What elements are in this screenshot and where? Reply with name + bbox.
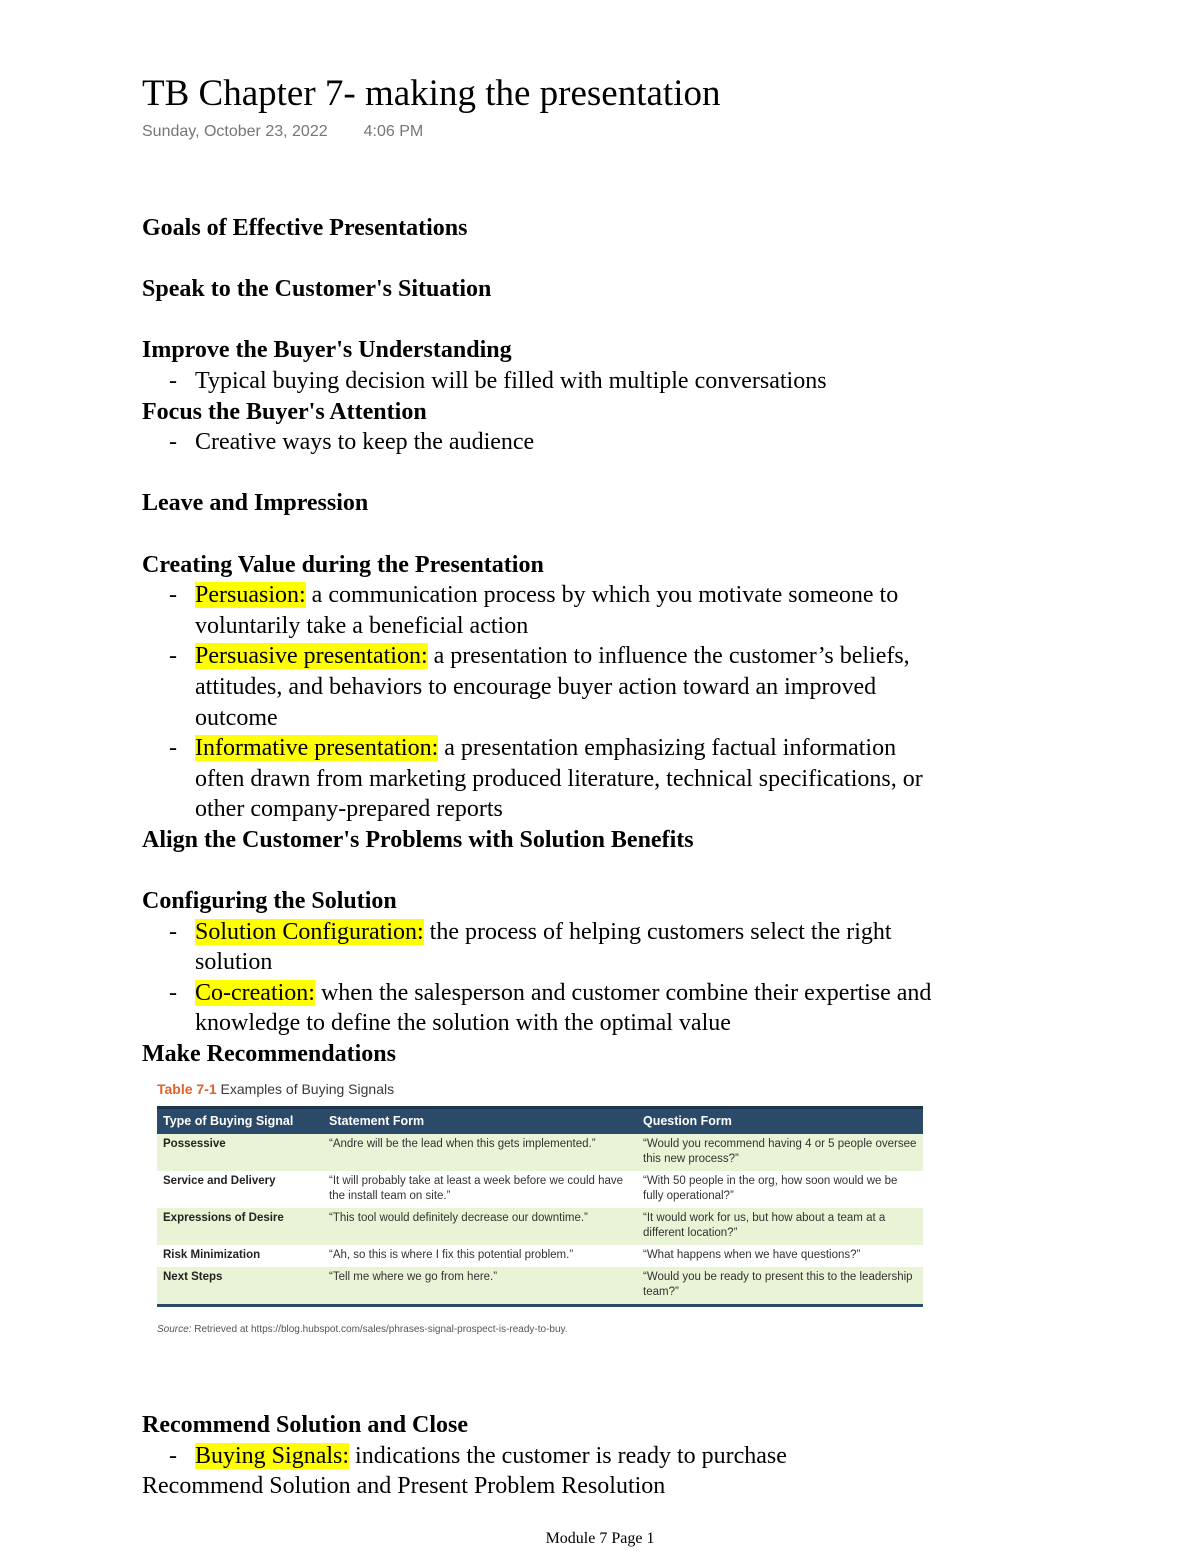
page-footer: Module 7 Page 1	[545, 1530, 655, 1547]
term-definition: when the salesperson and customer combine their expertise and	[320, 979, 932, 1006]
highlighted-term: Solution Configuration:	[195, 918, 424, 945]
highlighted-term: Co-creation:	[195, 979, 315, 1006]
bullet-dash: -	[169, 643, 177, 670]
bullet-dash: -	[169, 582, 177, 609]
table-cell: “Tell me where we go from here.”	[323, 1267, 637, 1306]
table-number: Table 7-1	[157, 1080, 217, 1097]
page-meta	[142, 123, 423, 141]
term-definition: a presentation to influence the customer’s beliefs,	[433, 643, 910, 670]
highlighted-term: Informative presentation:	[195, 735, 439, 762]
note-content	[142, 213, 1062, 1502]
blank-line	[142, 855, 1062, 886]
table-row	[157, 1245, 923, 1267]
heading-goals: Goals of Effective Presentations	[142, 215, 468, 241]
table-cell: “It will probably take at least a week before we could have the install team on site.”	[323, 1171, 637, 1208]
table-cell: “Ah, so this is where I fix this potential problem.”	[323, 1245, 637, 1267]
bullet-dash: -	[169, 367, 177, 394]
term-definition-cont: voluntarily take a beneficial action	[195, 612, 529, 639]
source-text: Retrieved at https://blog.hubspot.com/sales/phrases-signal-prospect-is-ready-to-buy.	[194, 1323, 568, 1335]
heading-focus: Focus the Buyer's Attention	[142, 398, 427, 425]
term-definition-cont: attitudes, and behaviors to encourage buyer action toward an improved	[195, 673, 877, 700]
table-row	[157, 1208, 923, 1245]
highlighted-term: Persuasion:	[195, 582, 306, 609]
term-definition-cont: other company-prepared reports	[195, 796, 503, 823]
heading-leave: Leave and Impression	[142, 490, 369, 517]
table-cell: Next Steps	[157, 1267, 323, 1306]
table-row	[157, 1267, 923, 1306]
heading-align: Align the Customer's Problems with Solution Benefits	[142, 826, 694, 853]
bullet-informative-presentation	[142, 733, 1062, 825]
table-cell: Expressions of Desire	[157, 1208, 323, 1245]
column-header: Statement Form	[323, 1107, 637, 1134]
table-row	[157, 1171, 923, 1208]
bullet-solution-configuration	[142, 917, 1062, 978]
bullet-item	[142, 366, 1062, 397]
source-label: Source:	[157, 1323, 192, 1335]
term-definition-cont: knowledge to define the solution with the optimal value	[195, 1010, 731, 1037]
buying-signals-table	[157, 1106, 923, 1307]
plain-line: Recommend Solution and Present Problem Resolution	[142, 1473, 666, 1500]
table-caption	[157, 1080, 923, 1098]
blank-line	[142, 1380, 1062, 1411]
bullet-text: Creative ways to keep the audience	[195, 429, 535, 456]
table-cell: Risk Minimization	[157, 1245, 323, 1267]
bullet-co-creation	[142, 978, 1062, 1039]
bullet-dash: -	[169, 1442, 177, 1469]
term-definition: a communication process by which you motivate someone to	[311, 582, 899, 609]
table-cell: “What happens when we have questions?”	[637, 1245, 923, 1267]
table-caption-text: Examples of Buying Signals	[220, 1080, 395, 1097]
column-header: Type of Buying Signal	[157, 1107, 323, 1134]
table-row	[157, 1134, 923, 1171]
table-cell: “Would you recommend having 4 or 5 people oversee this new process?”	[637, 1134, 923, 1171]
bullet-dash: -	[169, 918, 177, 945]
term-definition-cont: often drawn from marketing produced literature, technical specifications, or	[195, 765, 923, 792]
table-header-row	[157, 1107, 923, 1134]
table-cell: “Would you be ready to present this to the leadership team?”	[637, 1267, 923, 1306]
heading-make-recommendations: Make Recommendations	[142, 1041, 396, 1068]
bullet-persuasive-presentation	[142, 641, 1062, 733]
blank-line	[142, 458, 1062, 489]
term-definition: indications the customer is ready to purchase	[355, 1442, 787, 1469]
bullet-dash: -	[169, 735, 177, 762]
term-definition: a presentation emphasizing factual information	[444, 735, 897, 762]
heading-speak: Speak to the Customer's Situation	[142, 276, 492, 303]
bullet-persuasion	[142, 580, 1062, 641]
table-cell: “This tool would definitely decrease our downtime.”	[323, 1208, 637, 1245]
blank-line	[142, 305, 1062, 336]
table-cell: Service and Delivery	[157, 1171, 323, 1208]
page-time: 4:06 PM	[363, 123, 424, 140]
bullet-text: Typical buying decision will be filled with multiple conversations	[195, 367, 827, 394]
table-source	[157, 1315, 923, 1346]
heading-configuring: Configuring the Solution	[142, 888, 397, 915]
table-cell: “Andre will be the lead when this gets implemented.”	[323, 1134, 637, 1171]
buying-signals-table-figure	[157, 1080, 923, 1380]
highlighted-term: Persuasive presentation:	[195, 643, 428, 670]
blank-line	[142, 519, 1062, 550]
table-cell: “It would work for us, but how about a team at a different location?”	[637, 1208, 923, 1245]
bullet-item	[142, 427, 1062, 458]
heading-creating: Creating Value during the Presentation	[142, 551, 544, 578]
term-definition-cont: solution	[195, 949, 273, 976]
page-date: Sunday, October 23, 2022	[142, 123, 328, 140]
blank-line	[142, 244, 1062, 275]
heading-recommend-close: Recommend Solution and Close	[142, 1412, 469, 1439]
column-header: Question Form	[637, 1107, 923, 1134]
highlighted-term: Buying Signals:	[195, 1442, 350, 1469]
bullet-dash: -	[169, 429, 177, 456]
bullet-buying-signals	[142, 1441, 1062, 1472]
table-cell: “With 50 people in the org, how soon would we be fully operational?”	[637, 1171, 923, 1208]
term-definition: the process of helping customers select the right	[429, 918, 892, 945]
term-definition-cont: outcome	[195, 704, 278, 731]
page-title: TB Chapter 7- making the presentation	[142, 73, 721, 114]
bullet-dash: -	[169, 979, 177, 1006]
heading-improve: Improve the Buyer's Understanding	[142, 337, 512, 364]
table-cell: Possessive	[157, 1134, 323, 1171]
